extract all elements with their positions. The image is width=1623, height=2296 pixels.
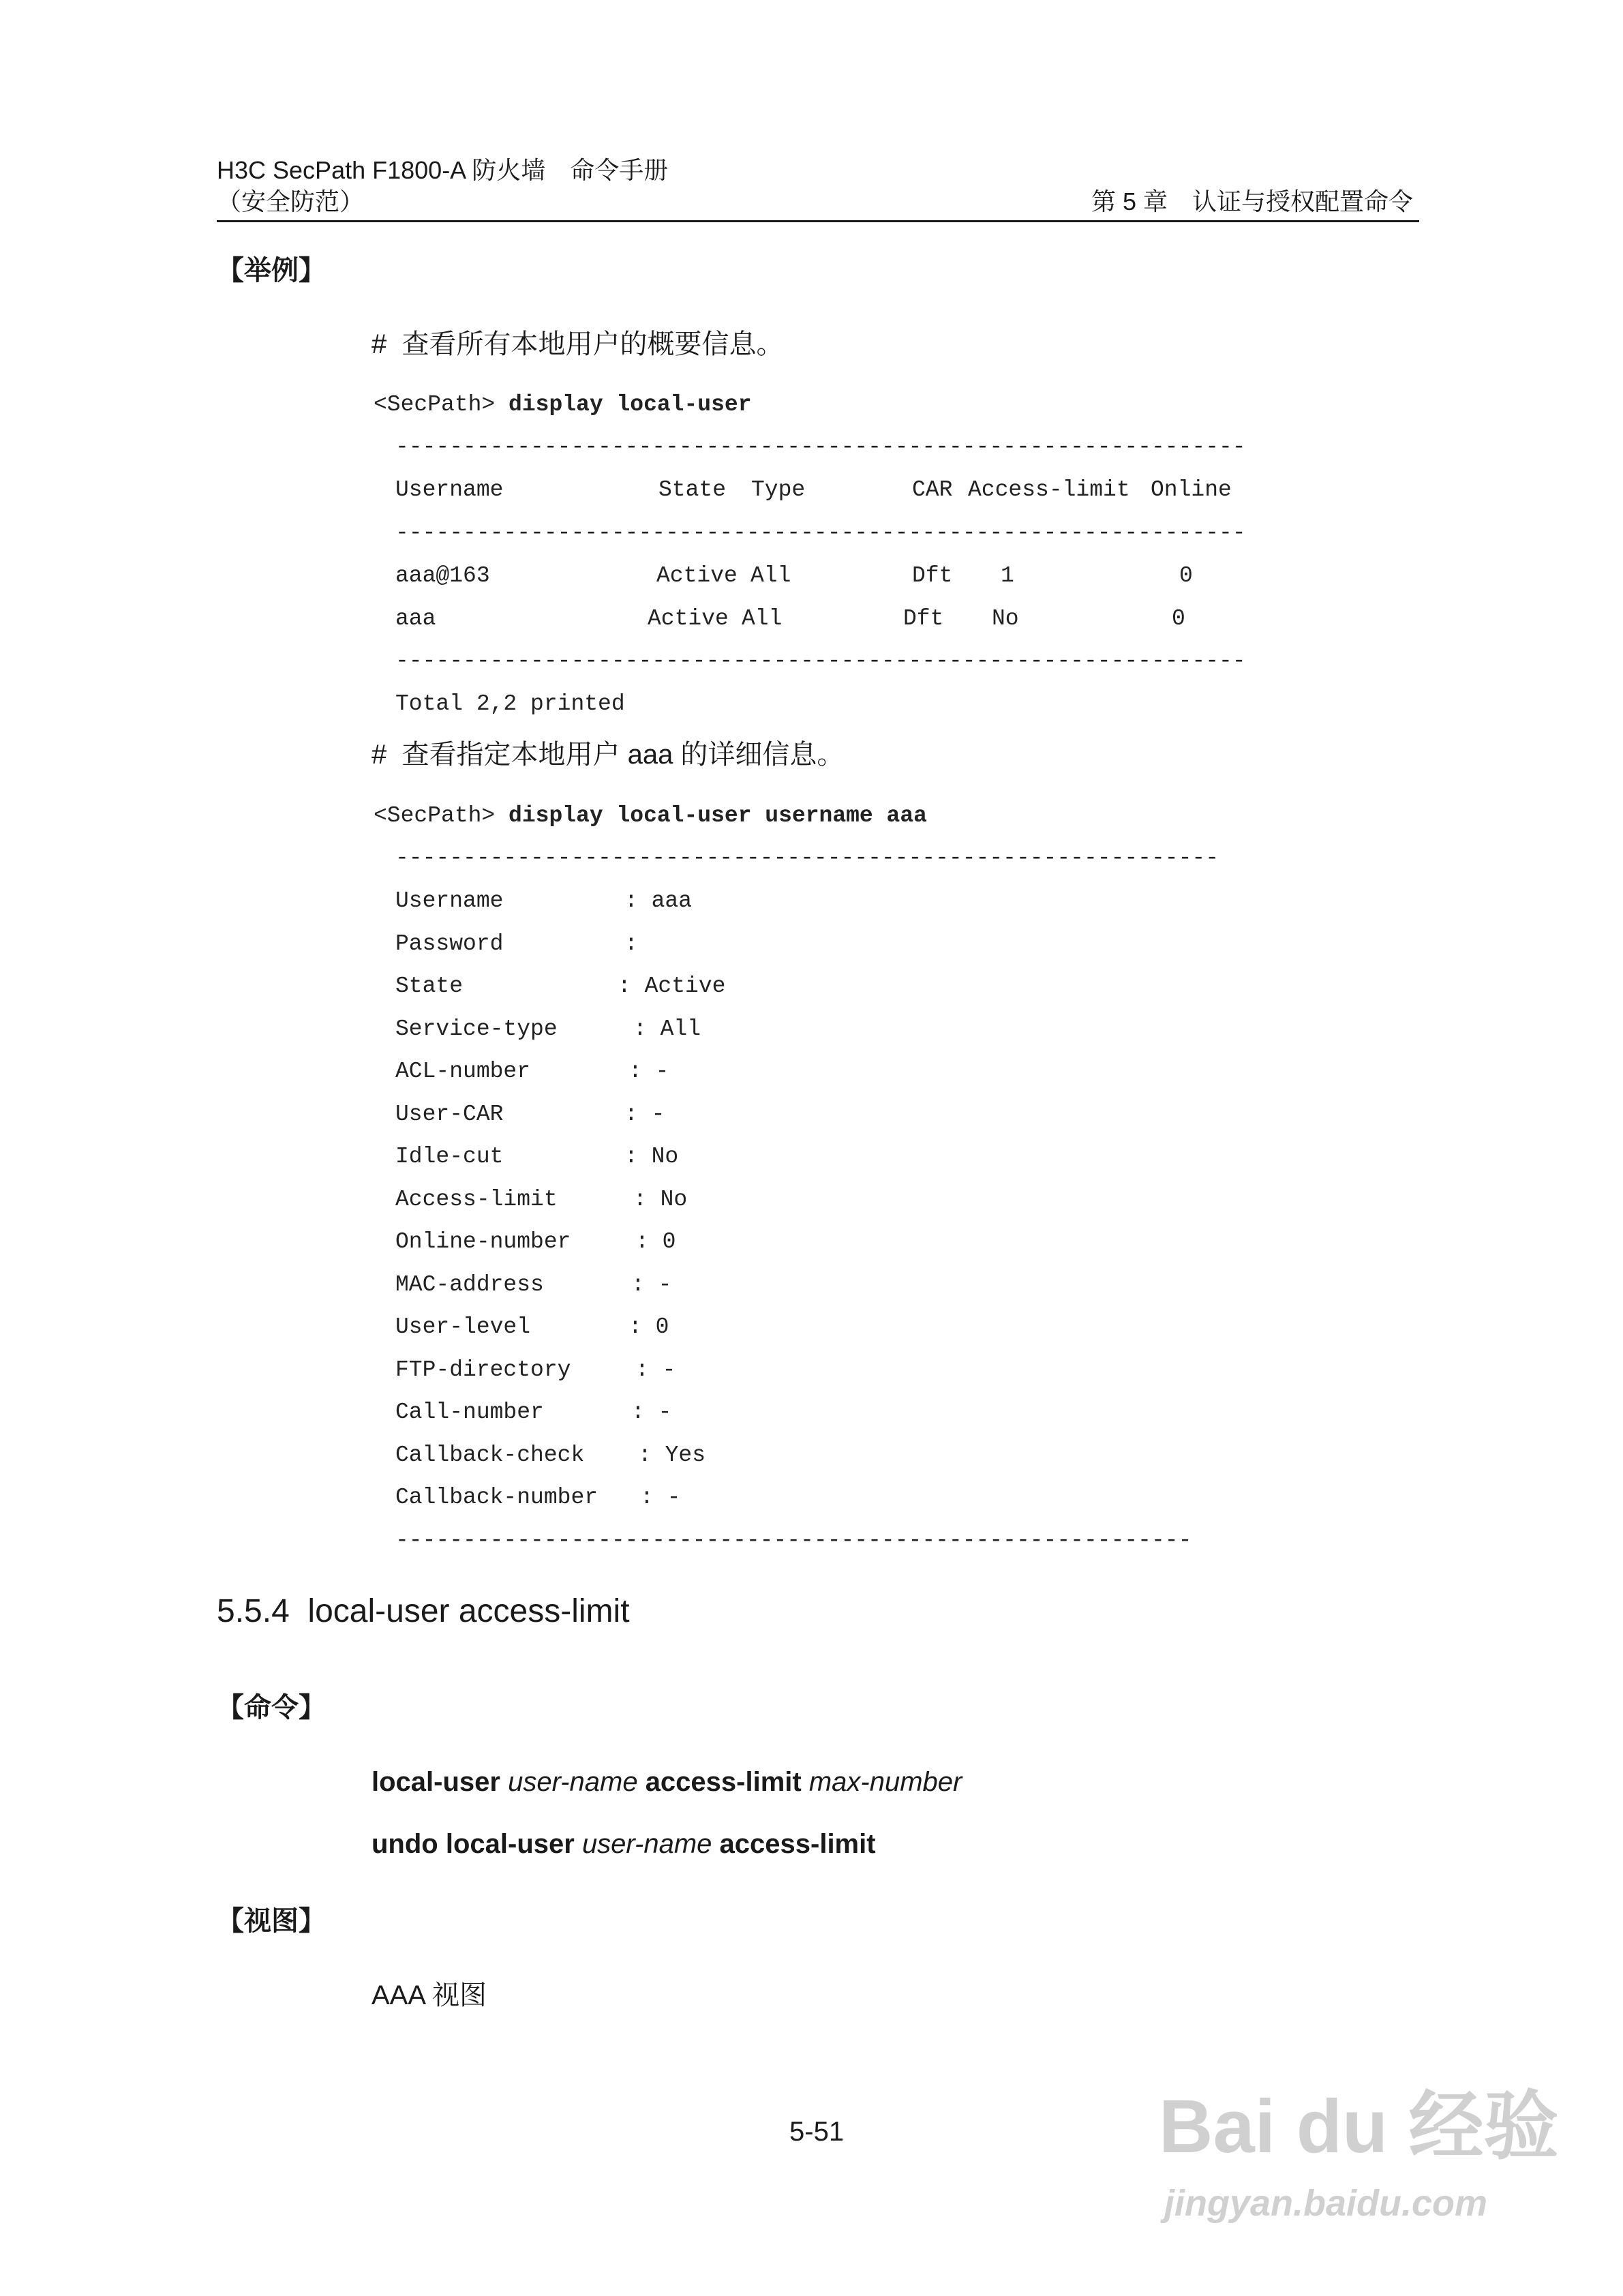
argument: max-number xyxy=(808,1767,962,1797)
watermark-logo: Bai du 经验 xyxy=(1159,2085,1559,2169)
command-syntax xyxy=(371,1765,962,1799)
detail-field-value: : aaa xyxy=(624,888,693,913)
summary-total: Total 2,2 printed xyxy=(395,691,625,716)
summary-row-access-limit: No xyxy=(992,606,1019,631)
detail-separator-bottom: ----------------------------------------------------------- xyxy=(395,1528,1192,1553)
detail-field-value: : All xyxy=(633,1016,701,1042)
cli-prompt: <SecPath> xyxy=(374,392,509,417)
detail-field-label: Call-number xyxy=(395,1400,544,1425)
cli-command: display local-user xyxy=(509,392,752,417)
detail-field-value: : No xyxy=(624,1144,679,1169)
summary-header-access-limit: Access-limit xyxy=(968,477,1130,502)
summary-separator-top: --------------------------------------------------------------- xyxy=(395,434,1246,459)
header-title: H3C SecPath F1800-A 防火墙 命令手册 xyxy=(217,156,669,184)
summary-header-username: Username xyxy=(395,477,504,502)
cli-command: display local-user username aaa xyxy=(509,803,927,828)
header-rule xyxy=(217,220,1419,222)
detail-field-value: : 0 xyxy=(628,1314,669,1340)
detail-field-value: : 0 xyxy=(635,1229,676,1254)
summary-row-username: aaa@163 xyxy=(395,563,490,588)
summary-row-car: Dft xyxy=(903,606,944,631)
detail-field-value: : - xyxy=(628,1059,669,1084)
summary-row-username: aaa xyxy=(395,606,436,631)
command-line-summary xyxy=(374,391,752,419)
command-heading: 【命令】 xyxy=(217,1693,326,1723)
cli-prompt: <SecPath> xyxy=(374,803,509,828)
detail-field-label: Password xyxy=(395,931,504,956)
detail-field-value: : - xyxy=(631,1272,672,1297)
view-heading: 【视图】 xyxy=(217,1906,326,1936)
header-subtitle: （安全防范） xyxy=(217,187,365,215)
summary-row-state: Active xyxy=(648,606,729,631)
watermark-url: jingyan.baidu.com xyxy=(1164,2183,1488,2224)
detail-field-value: : No xyxy=(633,1187,688,1212)
detail-field-label: Callback-number xyxy=(395,1485,598,1510)
summary-row-car: Dft xyxy=(912,563,953,588)
detail-separator-top: ------------------------------------------------------------- xyxy=(395,845,1219,871)
detail-field-value: : - xyxy=(640,1485,681,1510)
detail-field-label: Username xyxy=(395,888,504,913)
keyword: undo local-user xyxy=(371,1829,575,1859)
summary-row-type: All xyxy=(750,563,791,588)
example-desc-detail: # 查看指定本地用户 aaa 的详细信息。 xyxy=(371,740,845,770)
page-number: 5-51 xyxy=(789,2117,845,2147)
summary-header-online: Online xyxy=(1151,477,1232,502)
detail-field-value: : - xyxy=(635,1357,676,1383)
summary-header-state: State xyxy=(658,477,727,502)
summary-header-car: CAR xyxy=(912,477,953,502)
summary-row-access-limit: 1 xyxy=(1001,563,1014,588)
command-line-detail xyxy=(374,802,927,830)
summary-separator-mid: --------------------------------------------------------------- xyxy=(395,520,1246,545)
detail-field-label: Service-type xyxy=(395,1016,558,1042)
detail-field-value: : Yes xyxy=(638,1442,706,1468)
example-desc-summary: # 查看所有本地用户的概要信息。 xyxy=(371,329,784,359)
detail-field-label: Online-number xyxy=(395,1229,571,1254)
keyword: local-user xyxy=(371,1767,500,1797)
detail-field-label: Access-limit xyxy=(395,1187,558,1212)
keyword: access-limit xyxy=(719,1829,876,1859)
detail-field-label: User-CAR xyxy=(395,1102,504,1127)
argument: user-name xyxy=(508,1767,638,1797)
argument: user-name xyxy=(581,1829,712,1859)
detail-field-label: User-level xyxy=(395,1314,531,1340)
command-syntax-undo xyxy=(371,1827,876,1861)
summary-row-online: 0 xyxy=(1172,606,1185,631)
summary-row-online: 0 xyxy=(1179,563,1193,588)
summary-separator-bottom: --------------------------------------------------------------- xyxy=(395,648,1246,674)
detail-field-value: : Active xyxy=(618,973,726,999)
header-chapter: 第 5 章 认证与授权配置命令 xyxy=(1091,187,1413,215)
summary-row-state: Active xyxy=(656,563,738,588)
detail-field-label: FTP-directory xyxy=(395,1357,571,1383)
detail-field-label: State xyxy=(395,973,464,999)
example-heading: 【举例】 xyxy=(217,256,326,286)
detail-field-label: MAC-address xyxy=(395,1272,544,1297)
view-text: AAA 视图 xyxy=(371,1980,487,2010)
detail-field-label: Idle-cut xyxy=(395,1144,504,1169)
summary-header-type: Type xyxy=(751,477,806,502)
detail-field-label: Callback-check xyxy=(395,1442,585,1468)
detail-field-value: : xyxy=(624,931,638,956)
keyword: access-limit xyxy=(645,1767,802,1797)
section-title: 5.5.4 local-user access-limit xyxy=(217,1593,630,1629)
summary-row-type: All xyxy=(742,606,783,631)
detail-field-value: : - xyxy=(631,1400,672,1425)
detail-field-label: ACL-number xyxy=(395,1059,531,1084)
detail-field-value: : - xyxy=(624,1102,665,1127)
